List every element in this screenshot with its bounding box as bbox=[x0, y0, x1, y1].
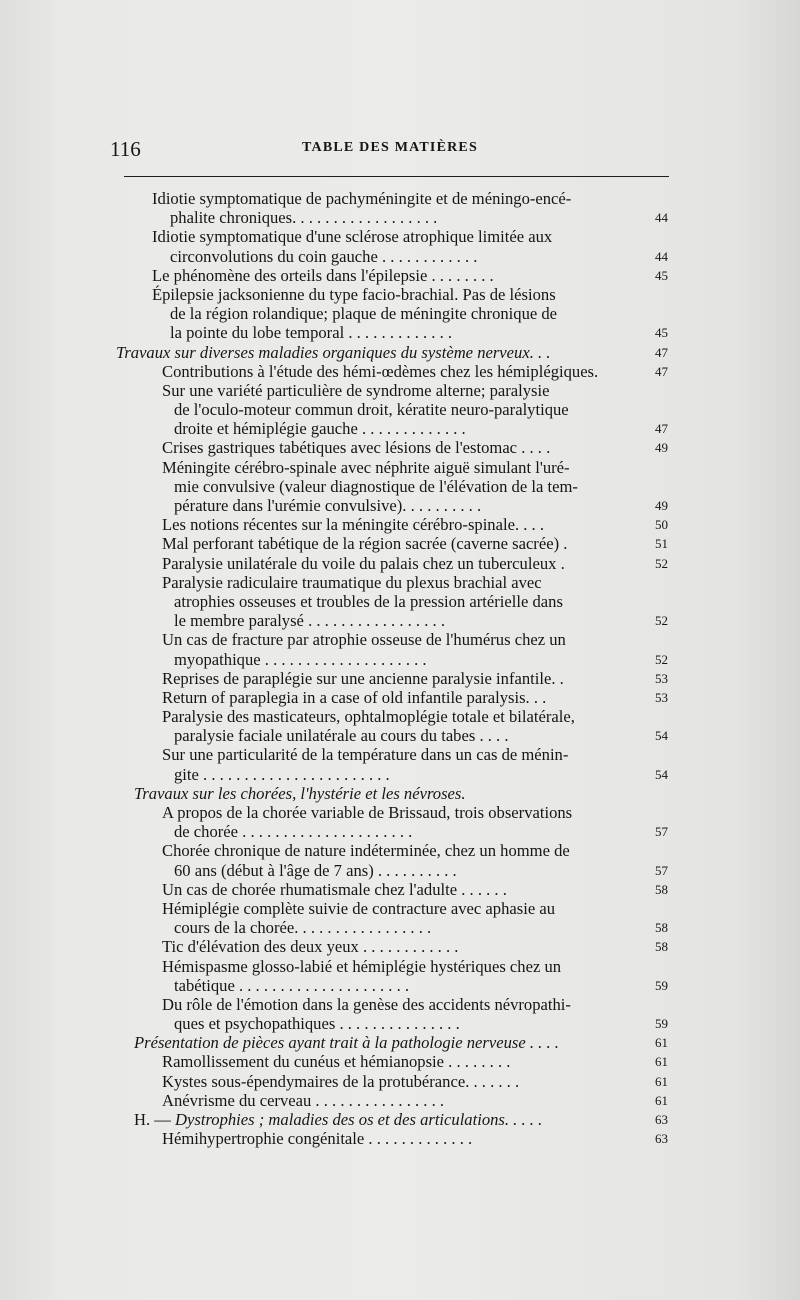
toc-entry: mie convulsive (valeur diagnostique de l'élévation de la tem- bbox=[174, 476, 578, 496]
toc-entry: Sur une particularité de la température dans un cas de ménin- bbox=[162, 745, 569, 765]
toc-entry: Hémispasme glosso-labié et hémiplégie hystériques chez un bbox=[162, 956, 562, 976]
toc-entry: tabétique . . . . . . . . . . . . . . . . . . . . . 59 bbox=[174, 975, 668, 995]
toc-entry: Idiotie symptomatique de pachyméningite et de méningo-encé- bbox=[152, 189, 572, 208]
toc-entry: Du rôle de l'émotion dans la genèse des accidents névropathi- bbox=[162, 994, 571, 1014]
toc-entry: paralysie faciale unilatérale au cours du tabes . . . . 54 bbox=[174, 726, 668, 746]
toc-entry: de la région rolandique; plaque de méningite chronique de bbox=[170, 304, 558, 324]
toc-entry: cours de la chorée. . . . . . . . . . . . . . . . . 58 bbox=[174, 918, 668, 938]
toc-entry: droite et hémiplégie gauche . . . . . . . . . . . . . 47 bbox=[174, 419, 668, 439]
toc-entry: Méningite cérébro-spinale avec néphrite aiguë simulant l'uré- bbox=[162, 457, 570, 477]
toc-entry: Anévrisme du cerveau . . . . . . . . . . . . . . . . 61 bbox=[162, 1090, 668, 1110]
toc-entry: Paralysie unilatérale du voile du palais chez un tuberculeux . 52 bbox=[162, 553, 668, 573]
toc-entry: Hémihypertrophie congénitale . . . . . . . . . . . . . 63 bbox=[162, 1129, 668, 1149]
toc-entry: Les notions récentes sur la méningite cérébro-spinale. . . . 50 bbox=[162, 515, 668, 535]
page-number: 116 bbox=[110, 137, 141, 161]
toc-section-heading: Présentation de pièces ayant trait à la pathologie nerveuse . . . . 61 bbox=[134, 1033, 668, 1053]
toc-entry: Un cas de chorée rhumatismale chez l'adulte . . . . . . 58 bbox=[162, 879, 668, 899]
toc-entry: phalite chroniques. . . . . . . . . . . . . . . . . . 44 bbox=[170, 208, 668, 228]
toc-entry: de chorée . . . . . . . . . . . . . . . . . . . . . 57 bbox=[174, 822, 668, 842]
table-of-contents bbox=[112, 189, 668, 1148]
toc-entry: Chorée chronique de nature indéterminée, chez un homme de bbox=[162, 841, 570, 861]
header-rule bbox=[124, 176, 669, 177]
toc-entry: circonvolutions du coin gauche . . . . . . . . . . . . 44 bbox=[170, 246, 668, 266]
toc-entry: gite . . . . . . . . . . . . . . . . . . . . . . . 54 bbox=[174, 764, 668, 784]
toc-entry: 60 ans (début à l'âge de 7 ans) . . . . . . . . . . 57 bbox=[174, 860, 668, 880]
toc-entry: Épilepsie jacksonienne du type facio-brachial. Pas de lésions bbox=[152, 284, 556, 304]
toc-entry: Mal perforant tabétique de la région sacrée (caverne sacrée) . 51 bbox=[162, 534, 668, 554]
toc-section-heading: Travaux sur diverses maladies organiques du système nerveux. . . 47 bbox=[116, 342, 668, 362]
toc-entry: Le phénomène des orteils dans l'épilepsie . . . . . . . . 45 bbox=[152, 265, 668, 285]
toc-entry: le membre paralysé . . . . . . . . . . . . . . . . . 52 bbox=[174, 611, 668, 631]
toc-entry: Hémiplégie complète suivie de contracture avec aphasie au bbox=[162, 898, 555, 918]
toc-chapter-heading: H. — Dystrophies ; maladies des os et des articulations. . . . . 63 bbox=[134, 1110, 668, 1129]
page-header bbox=[110, 137, 670, 161]
toc-entry: Kystes sous-épendymaires de la protubérance. . . . . . . 61 bbox=[162, 1071, 668, 1091]
toc-section-heading: Travaux sur les chorées, l'hystérie et les névroses. bbox=[134, 783, 466, 803]
toc-entry: ques et psychopathiques . . . . . . . . . . . . . . . 59 bbox=[174, 1014, 668, 1034]
toc-entry: myopathique . . . . . . . . . . . . . . . . . . . . 52 bbox=[174, 649, 668, 669]
toc-entry: Tic d'élévation des deux yeux . . . . . . . . . . . . 58 bbox=[162, 937, 668, 957]
toc-entry: Paralysie radiculaire traumatique du plexus brachial avec bbox=[162, 572, 542, 592]
toc-entry: Paralysie des masticateurs, ophtalmoplégie totale et bilatérale, bbox=[162, 707, 575, 727]
toc-entry: pérature dans l'urémie convulsive). . . . . . . . . . 49 bbox=[174, 496, 668, 515]
toc-entry: Idiotie symptomatique d'une sclérose atrophique limitée aux bbox=[152, 227, 553, 247]
toc-entry: Return of paraplegia in a case of old infantile paralysis. . . 53 bbox=[162, 687, 668, 707]
toc-entry: Un cas de fracture par atrophie osseuse de l'humérus chez un bbox=[162, 630, 566, 650]
toc-entry: Contributions à l'étude des hémi-œdèmes chez les hémiplégiques. 47 bbox=[162, 361, 668, 381]
toc-entry: Reprises de paraplégie sur une ancienne paralysie infantile. . 53 bbox=[162, 668, 668, 688]
toc-entry: atrophies osseuses et troubles de la pression artérielle dans bbox=[174, 591, 563, 611]
toc-entry: de l'oculo-moteur commun droit, kératite neuro-paralytique bbox=[174, 400, 569, 420]
toc-entry: Ramollissement du cunéus et hémianopsie . . . . . . . . 61 bbox=[162, 1052, 668, 1072]
toc-entry: Sur une variété particulière de syndrome alterne; paralysie bbox=[162, 380, 550, 400]
running-title: TABLE DES MATIÈRES bbox=[302, 140, 478, 155]
toc-entry: A propos de la chorée variable de Brissaud, trois observations bbox=[162, 803, 573, 822]
toc-entry: Crises gastriques tabétiques avec lésions de l'estomac . . . . 49 bbox=[162, 438, 668, 458]
toc-entry: la pointe du lobe temporal . . . . . . . . . . . . . 45 bbox=[170, 323, 668, 343]
